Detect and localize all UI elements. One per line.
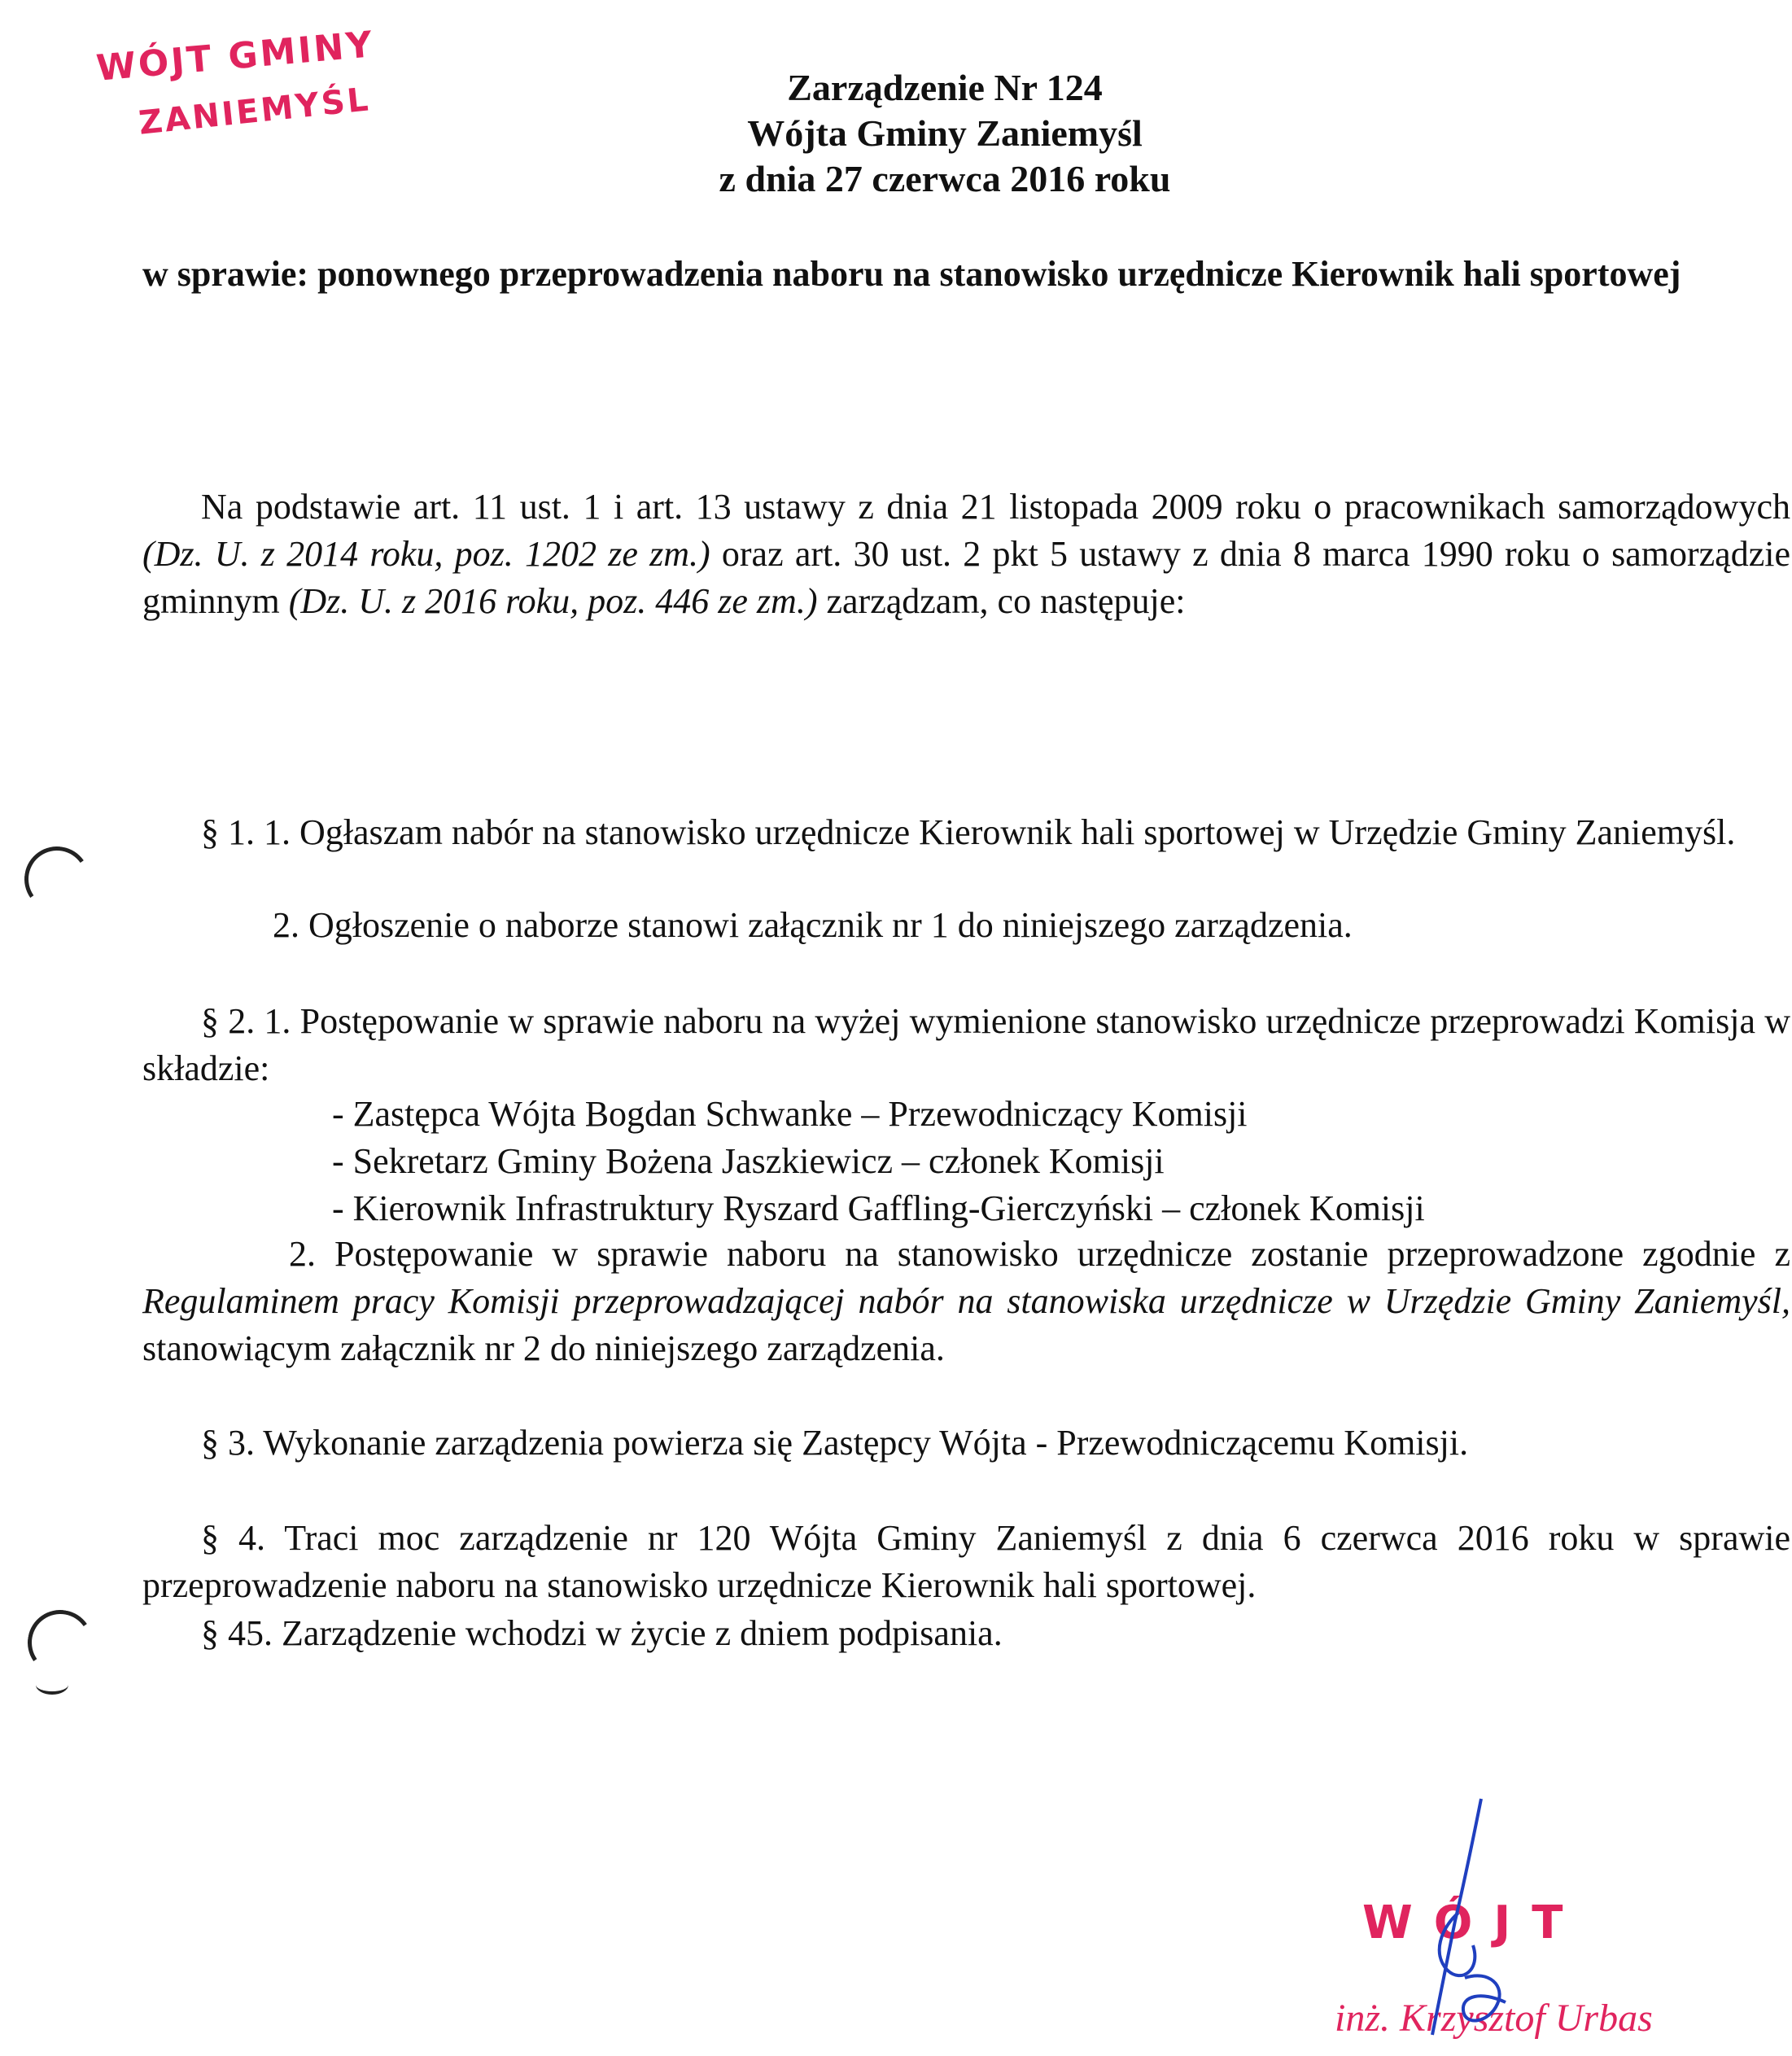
stamp-line-1: WÓJT GMINY (94, 24, 377, 90)
section-4: § 4. Traci moc zarządzenie nr 120 Wójta Gminy Zaniemyśl z dnia 6 czerwca 2016 roku w sprawie przeprowadzenie naboru na stanowisko urzędnicze Kierownik hali sportowej. (142, 1518, 1790, 1605)
ordinance-number: Zarządzenie Nr 124 (787, 67, 1103, 108)
legal-reference-1: (Dz. U. z 2014 roku, poz. 1202 ze zm.) (142, 534, 710, 574)
binder-hole-mark-top (20, 842, 95, 917)
committee-member-infrastructure: - Kierownik Infrastruktury Ryszard Gaffling-Gierczyński – członek Komisji (332, 1188, 1425, 1228)
section-1-point-2: 2. Ogłoszenie o naborze stanowi załącznik nr 1 do niniejszego zarządzenia. (273, 905, 1353, 945)
section-2-point-2-text-2: stanowiącym załącznik nr 2 do niniejszego zarządzenia. (142, 1328, 945, 1368)
issuer: Wójta Gminy Zaniemyśl (747, 112, 1143, 154)
section-2-point-2 (142, 1231, 1790, 1372)
section-2-point-1: § 2. 1. Postępowanie w sprawie naboru na wyżej wymienione stanowisko urzędnicze przeprowadzi Komisja w składzie: (142, 1001, 1790, 1088)
stamp-line-2: ZANIEMYŚL (137, 81, 373, 142)
document-header (0, 65, 1792, 202)
section-2-point-2-text-1: 2. Postępowanie w sprawie naboru na stanowisko urzędnicze zostanie przeprowadzone zgodnie z (289, 1234, 1790, 1274)
section-3: § 3. Wykonanie zarządzenia powierza się Zastępcy Wójta - Przewodniczącemu Komisji. (201, 1423, 1469, 1463)
section-1-point-1: § 1. 1. Ogłaszam nabór na stanowisko urzędnicze Kierownik hali sportowej w Urzędzie Gminy Zaniemyśl. (201, 812, 1736, 852)
section-5: § 45. Zarządzenie wchodzi w życie z dniem podpisania. (201, 1613, 1003, 1653)
legal-reference-2: (Dz. U. z 2016 roku, poz. 446 ze zm.) (288, 581, 818, 621)
committee-list (332, 1091, 1425, 1232)
issue-date: z dnia 27 czerwca 2016 roku (719, 158, 1171, 199)
committee-member-chair: - Zastępca Wójta Bogdan Schwanke – Przewodniczący Komisji (332, 1094, 1248, 1134)
committee-member-secretary: - Sekretarz Gminy Bożena Jaszkiewicz – członek Komisji (332, 1141, 1165, 1181)
legal-basis-paragraph (142, 483, 1790, 625)
legal-basis-text-3: zarządzam, co następuje: (817, 581, 1186, 621)
subject-line: w sprawie: ponownego przeprowadzenia naboru na stanowisko urzędnicze Kierownik hali sportowej (142, 254, 1681, 294)
regulation-title: Regulaminem pracy Komisji przeprowadzającej nabór na stanowiska urzędnicze w Urzędzie Gminy Zaniemyśl, (142, 1281, 1790, 1321)
binder-hole-mark-bottom-curve (36, 1675, 68, 1695)
legal-basis-text-1: Na podstawie art. 11 ust. 1 i art. 13 ustawy z dnia 21 listopada 2009 roku o pracownikach samorządowych (201, 487, 1790, 527)
signature-stamp-title: WÓJT (1362, 1896, 1584, 1949)
legal-basis-text-2: oraz art. 30 ust. 2 pkt 5 ustawy z dnia 8 marca 1990 roku o samorządzie gminnym (142, 534, 1790, 621)
binder-hole-mark-bottom (23, 1605, 98, 1681)
signatory-name: inż. Krzysztof Urbas (1335, 1997, 1653, 2040)
handwritten-signature (1383, 1791, 1579, 2051)
